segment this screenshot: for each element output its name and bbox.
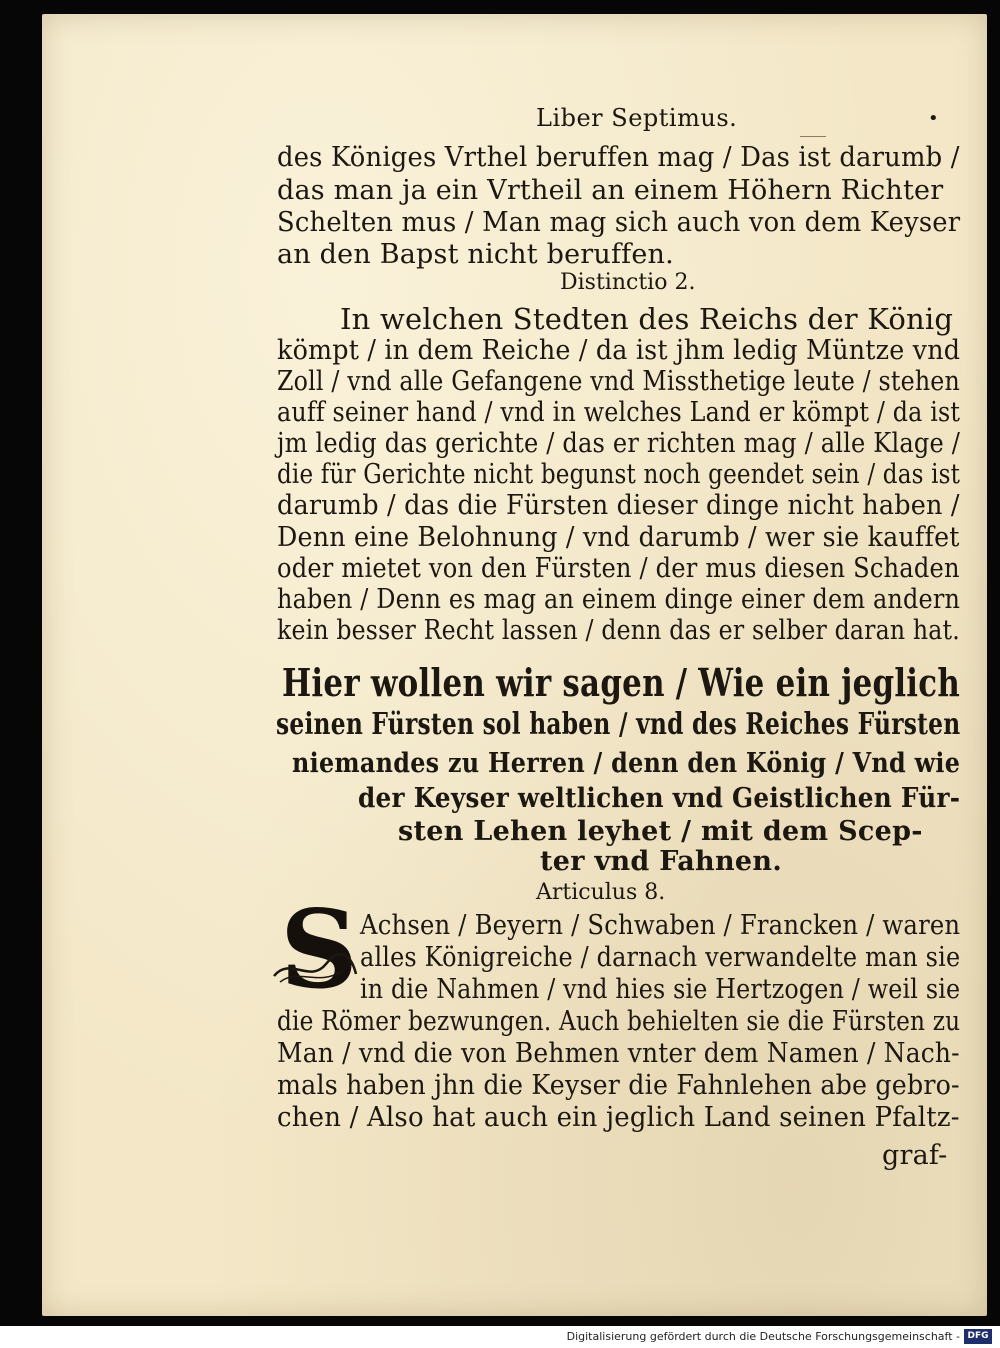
text-line: haben / Denn es mag an einem dinge einer dem andern [277, 584, 961, 615]
text-line: Achsen / Beyern / Schwaben / Francken / waren [360, 910, 961, 941]
text-line: Zoll / vnd alle Gefangene vnd Missthetige leute / stehen [277, 366, 960, 397]
text-line: mals haben jhn die Keyser die Fahnlehen abe gebro- [277, 1070, 960, 1101]
catchword: graf- [882, 1140, 948, 1171]
text-line: an den Bapst nicht beruffen. [277, 239, 674, 270]
initial-flourish-icon [270, 946, 360, 986]
text-line: jm ledig das gerichte / das er richten mag / alle Klage / [277, 428, 961, 459]
text-line: chen / Also hat auch ein jeglich Land seinen Pfaltz- [277, 1102, 960, 1133]
text-line: darumb / das die Fürsten dieser dinge nicht haben / [277, 490, 960, 521]
section-heading: niemandes zu Herren / denn den König / Vnd wie [292, 748, 961, 779]
section-heading: Hier wollen wir sagen / Wie ein jeglich [282, 660, 961, 705]
text-line: in die Nahmen / vnd hies sie Hertzogen / weil sie [360, 974, 961, 1005]
distinctio-label: Distinctio 2. [560, 270, 696, 295]
text-line: Schelten mus / Man mag sich auch von dem Keyser [277, 207, 961, 238]
running-head: Liber Septimus. [536, 104, 738, 132]
text-line: In welchen Stedten des Reichs der König [340, 302, 954, 336]
section-heading: seinen Fürsten sol haben / vnd des Reiches Fürsten [276, 707, 961, 742]
articulus-label: Articulus 8. [536, 880, 666, 905]
footer-bar [0, 1326, 1000, 1348]
header-rule [800, 136, 826, 137]
text-line: des Königes Vrthel beruffen mag / Das ist darumb / [277, 142, 960, 173]
text-line: die Römer bezwungen. Auch behielten sie die Fürsten zu [277, 1006, 961, 1037]
header-mark: • [928, 108, 939, 129]
section-heading: der Keyser weltlichen vnd Geistlichen Für- [358, 783, 961, 814]
text-line: kein besser Recht lassen / denn das er selber daran hat. [277, 615, 960, 646]
text-line: das man ja ein Vrtheil an einem Höhern Richter [277, 175, 944, 206]
text-line: auff seiner hand / vnd in welches Land er kömpt / da ist [277, 397, 961, 428]
text-line: oder mietet von den Fürsten / der mus diesen Schaden [277, 553, 960, 584]
drop-initial: S [280, 887, 358, 1013]
text-line: kömpt / in dem Reiche / da ist jhm ledig Müntze vnd [277, 335, 961, 366]
dfg-logo: DFG [964, 1329, 992, 1344]
section-heading: sten Lehen leyhet / mit dem Scep- [398, 816, 923, 847]
footer-credit: Digitalisierung gefördert durch die Deutsche Forschungsgemeinschaft - [566, 1330, 960, 1343]
text-line: Man / vnd die von Behmen vnter dem Namen / Nach- [277, 1038, 960, 1069]
text-line: die für Gerichte nicht begunst noch geendet sein / das ist [277, 459, 961, 490]
section-heading: ter vnd Fahnen. [540, 846, 783, 877]
text-line: Denn eine Belohnung / vnd darumb / wer sie kauffet [277, 522, 960, 553]
text-line: alles Königreiche / darnach verwandelte man sie [360, 942, 961, 973]
